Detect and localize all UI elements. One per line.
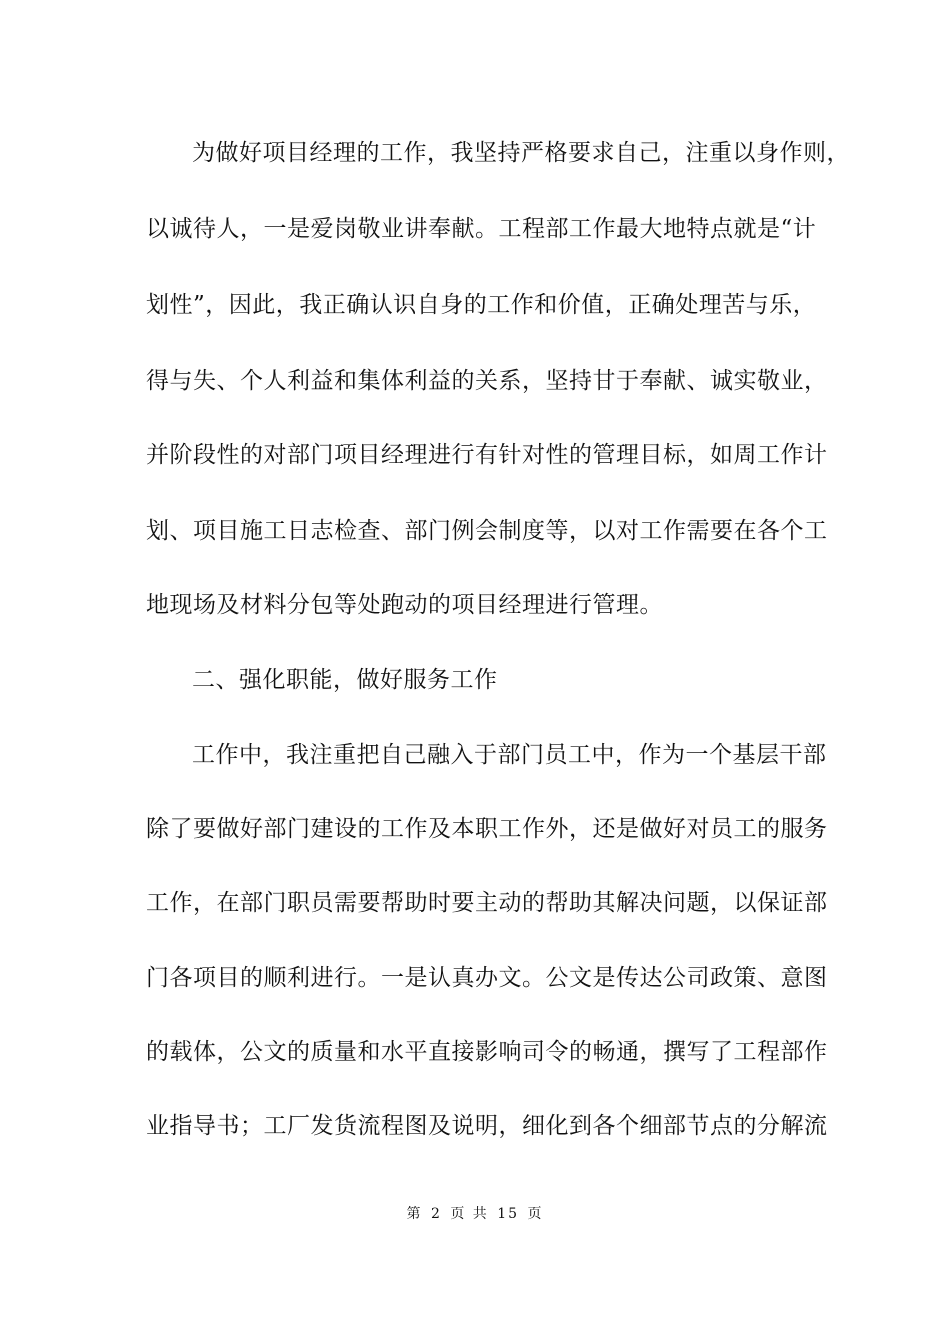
- page-footer: [0, 1205, 950, 1223]
- footer-suffix: 页: [527, 1206, 544, 1222]
- text-line: 门各项目的顺利进行。一是认真办文。公文是传达公司政策、意图: [146, 965, 828, 991]
- text-line: 的载体，公文的质量和水平直接影响司令的畅通，撰写了工程部作: [146, 1039, 828, 1065]
- section-heading: 二、强化职能，做好服务工作: [192, 667, 498, 693]
- text-line: 工作，在部门职员需要帮助时要主动的帮助其解决问题，以保证部: [146, 890, 828, 916]
- text-line: 划性”，因此，我正确认识自身的工作和价值，正确处理苦与乐，: [146, 292, 817, 318]
- text-line: 为做好项目经理的工作，我坚持严格要求自己，注重以身作则，: [192, 140, 850, 166]
- text-line: 业指导书；工厂发货流程图及说明，细化到各个细部节点的分解流: [146, 1113, 828, 1139]
- text-line: 除了要做好部门建设的工作及本职工作外，还是做好对员工的服务: [146, 816, 828, 842]
- text-line: 地现场及材料分包等处跑动的项目经理进行管理。: [146, 592, 663, 618]
- text-line: 以诚待人，一是爱岗敬业讲奉献。工程部工作最大地特点就是“计: [146, 216, 817, 242]
- footer-total-pages: 15: [497, 1206, 520, 1222]
- text-line: 工作中，我注重把自己融入于部门员工中，作为一个基层干部: [192, 742, 827, 768]
- text-line: 得与失、个人利益和集体利益的关系，坚持甘于奉献、诚实敬业，: [146, 368, 828, 394]
- footer-prefix: 第: [406, 1206, 423, 1222]
- footer-page-number: 2: [430, 1206, 442, 1222]
- text-line: 并阶段性的对部门项目经理进行有针对性的管理目标，如周工作计: [146, 442, 828, 468]
- footer-middle: 页 共: [450, 1206, 489, 1222]
- text-line: 划、项目施工日志检查、部门例会制度等，以对工作需要在各个工: [146, 518, 828, 544]
